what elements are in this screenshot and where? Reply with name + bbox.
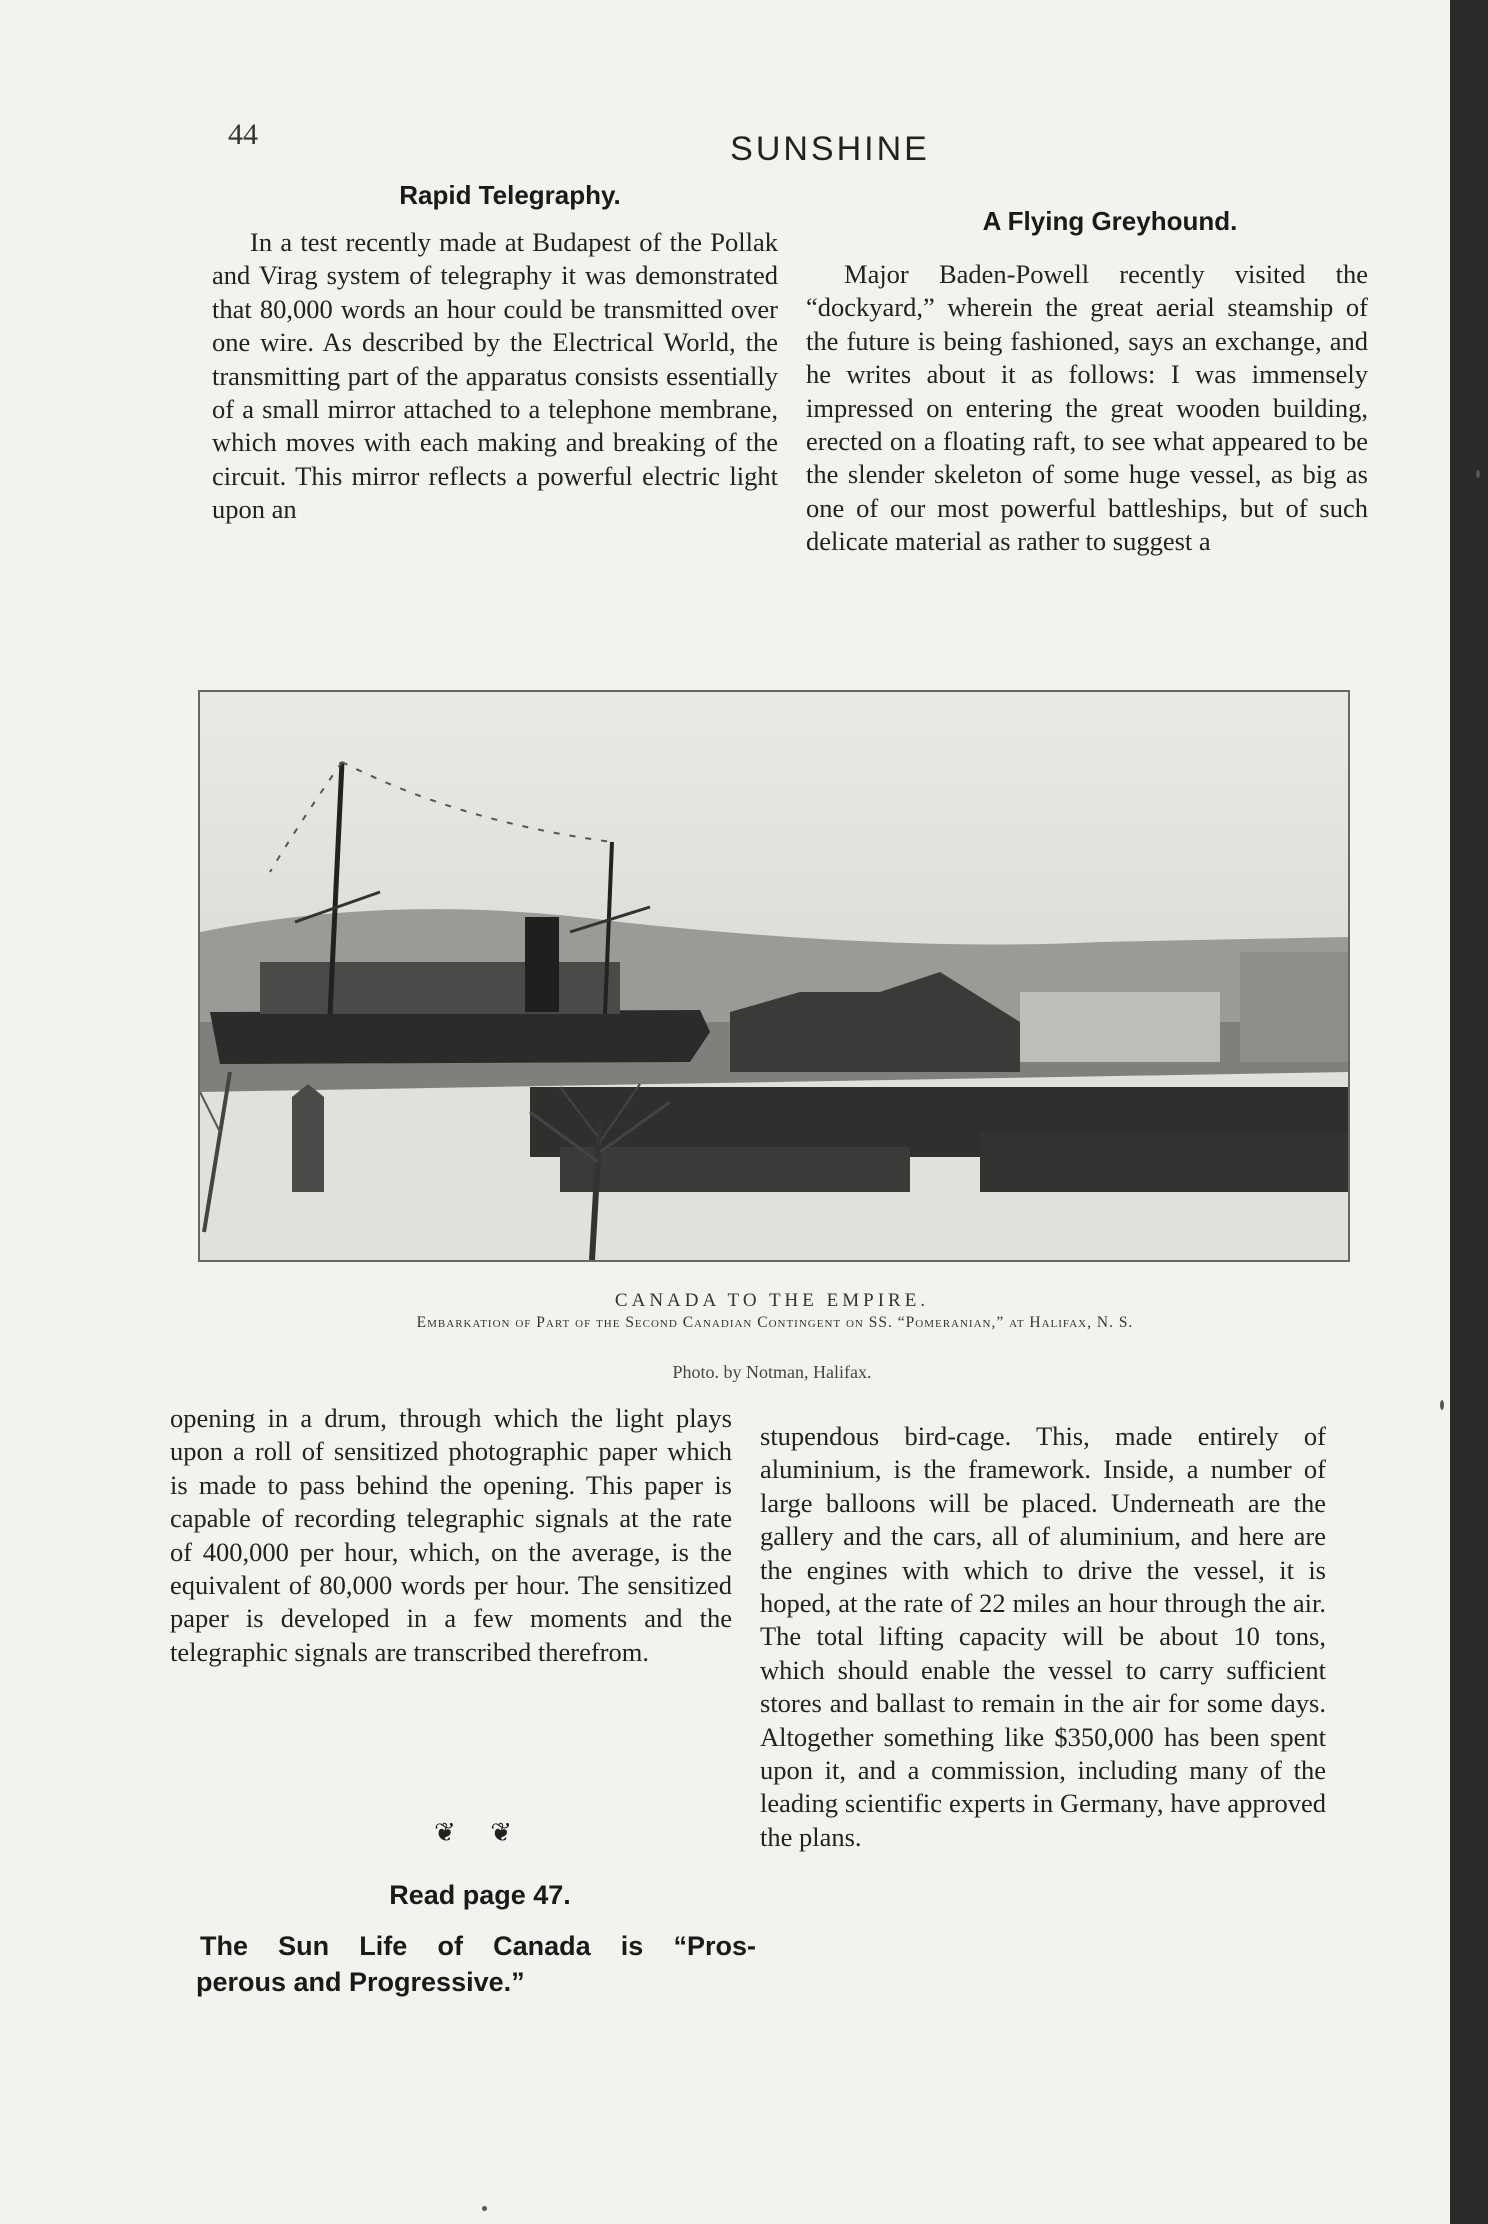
harbour-photograph-image xyxy=(200,692,1348,1260)
left-article-column-top xyxy=(212,226,778,527)
right-article-paragraph-2: stupendous bird-cage. This, made entirely of aluminium, is the framework. Inside, a number of large balloons will be placed. Underneath are the gallery and the cars, all of aluminium, and here are the engines with which to drive the vessel, it is hoped, at the rate of 22 miles an hour through the air. The total lifting capacity will be about 10 tons, which should enable the vessel to carry sufficient stores and ballast to remain in the air for some days. Altogether something like $350,000 has been spent upon it, and a commission, including many of the leading scientific experts in Germany, have approved the plans. xyxy=(760,1421,1326,1852)
sun-life-promo-line-1: The Sun Life of Canada is “Pros- xyxy=(200,1931,756,1961)
right-article-title: A Flying Greyhound. xyxy=(982,206,1238,236)
running-head: SUNSHINE xyxy=(730,130,930,168)
left-article-paragraph-2: opening in a drum, through which the light plays upon a roll of sensitized photographic paper which is made to pass behind the opening. This paper is capable of recording telegraphic signals at the rate of 400,000 per hour, which, on the average, is the equivalent of 80,000 words per hour. The sensitized paper is developed in a few moments and the telegraphic signals are transcribed therefrom. xyxy=(170,1403,732,1667)
sun-life-promo-line-2: perous and Progressive.” xyxy=(196,1967,525,1997)
photo-caption-description: Embarkation of Part of the Second Canadian Contingent on SS. “Pomeranian,” at Halifax, N. S. xyxy=(416,1314,1134,1331)
right-article-column-bottom xyxy=(760,1420,1326,1854)
sun-life-promo xyxy=(196,1928,756,2000)
right-article-column-top xyxy=(806,258,1368,559)
scan-speck xyxy=(1440,1400,1444,1410)
photo-credit: Photo. by Notman, Halifax. xyxy=(672,1362,872,1382)
right-article-paragraph-1: Major Baden-Powell recently visited the “dockyard,” wherein the great aerial steamship of the future is being fashioned, says an exchange, and he writes about it as follows: I was immensely impressed on entering the great wooden building, erected on a floating raft, to see what appeared to be the slender skeleton of some huge vessel, as big as one of our most powerful battleships, but of such delicate material as rather to suggest a xyxy=(806,259,1368,557)
photo-caption-title: CANADA TO THE EMPIRE. xyxy=(614,1290,930,1311)
ornament-fleurons: ❦ ❦ xyxy=(433,1818,527,1847)
page-number: 44 xyxy=(228,118,258,151)
left-article-paragraph-1: In a test recently made at Budapest of the Pollak and Virag system of telegraphy it was demonstrated that 80,000 words an hour could be transmitted over one wire. As described by the Electrical World, the transmitting part of the apparatus consists essentially of a small mirror attached to a telephone membrane, which moves with each making and breaking of the circuit. This mirror reflects a powerful electric light upon an xyxy=(212,227,778,525)
left-article-column-bottom xyxy=(170,1402,732,1669)
read-page-notice: Read page 47. xyxy=(389,1880,571,1910)
scan-speck xyxy=(1476,470,1480,478)
scan-speck xyxy=(482,2206,487,2211)
harbour-photograph xyxy=(198,690,1350,1262)
left-article-title: Rapid Telegraphy. xyxy=(399,180,621,210)
